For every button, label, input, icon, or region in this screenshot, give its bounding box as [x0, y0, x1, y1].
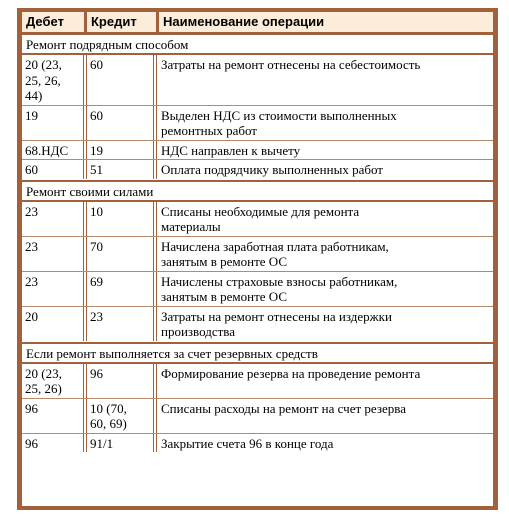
credit-cell: 51	[87, 160, 157, 179]
credit-cell: 10	[87, 202, 157, 236]
table-row	[22, 236, 493, 271]
table-body	[22, 35, 493, 506]
credit-cell: 23	[87, 307, 157, 341]
operation-cell: Начислена заработная плата работникам, занятым в ремонте ОС	[161, 238, 389, 269]
credit-cell: 60	[87, 106, 157, 140]
section-title: Если ремонт выполняется за счет резервных средств	[22, 342, 493, 364]
table-row	[22, 364, 493, 398]
operation-cell: Начислены страховые взносы работникам, занятым в ремонте ОС	[161, 273, 398, 304]
table-row	[22, 433, 493, 453]
debit-cell: 19	[22, 106, 87, 140]
table-row	[22, 271, 493, 306]
debit-cell: 20	[22, 307, 87, 341]
operation-cell: Списаны расходы на ремонт на счет резерва	[161, 400, 406, 416]
debit-cell: 60	[22, 160, 87, 179]
debit-cell: 23	[22, 202, 87, 236]
operation-cell: Оплата подрядчику выполненных работ	[161, 162, 383, 177]
operation-cell: Затраты на ремонт отнесены на издержки производства	[161, 308, 392, 339]
table-row	[22, 202, 493, 236]
credit-cell: 96	[87, 364, 157, 398]
debit-cell: 96	[22, 399, 87, 433]
credit-cell: 69	[87, 272, 157, 306]
operations-table	[17, 8, 498, 510]
table-row	[22, 159, 493, 179]
credit-cell: 60	[87, 55, 157, 105]
operation-cell: Формирование резерва на проведение ремонта	[161, 365, 421, 381]
operation-cell: НДС направлен к вычету	[161, 142, 301, 158]
credit-cell: 70	[87, 237, 157, 271]
operation-cell: Списаны необходимые для ремонта материалы	[161, 203, 360, 234]
header-operation: Наименование операции	[159, 12, 493, 32]
operation-cell: Закрытие счета 96 в конце года	[161, 435, 334, 451]
section-title: Ремонт своими силами	[22, 180, 493, 202]
table-row	[22, 398, 493, 433]
table-row	[22, 105, 493, 140]
credit-cell: 91/1	[87, 434, 157, 453]
credit-cell: 10 (70, 60, 69)	[87, 399, 157, 433]
section-title: Ремонт подрядным способом	[22, 35, 493, 55]
table-row	[22, 140, 493, 160]
table-header	[22, 12, 493, 32]
operation-cell: Затраты на ремонт отнесены на себестоимость	[161, 57, 421, 72]
debit-cell: 96	[22, 434, 87, 453]
debit-cell: 20 (23, 25, 26, 44)	[22, 55, 87, 105]
table-row	[22, 306, 493, 341]
credit-cell: 19	[87, 141, 157, 160]
table-row	[22, 55, 493, 105]
header-credit: Кредит	[87, 12, 156, 32]
debit-cell: 68.НДС	[22, 141, 87, 160]
debit-cell: 20 (23, 25, 26)	[22, 364, 87, 398]
operation-cell: Выделен НДС из стоимости выполненных ремонтных работ	[161, 107, 397, 138]
debit-cell: 23	[22, 272, 87, 306]
debit-cell: 23	[22, 237, 87, 271]
header-debit: Дебет	[22, 12, 84, 32]
